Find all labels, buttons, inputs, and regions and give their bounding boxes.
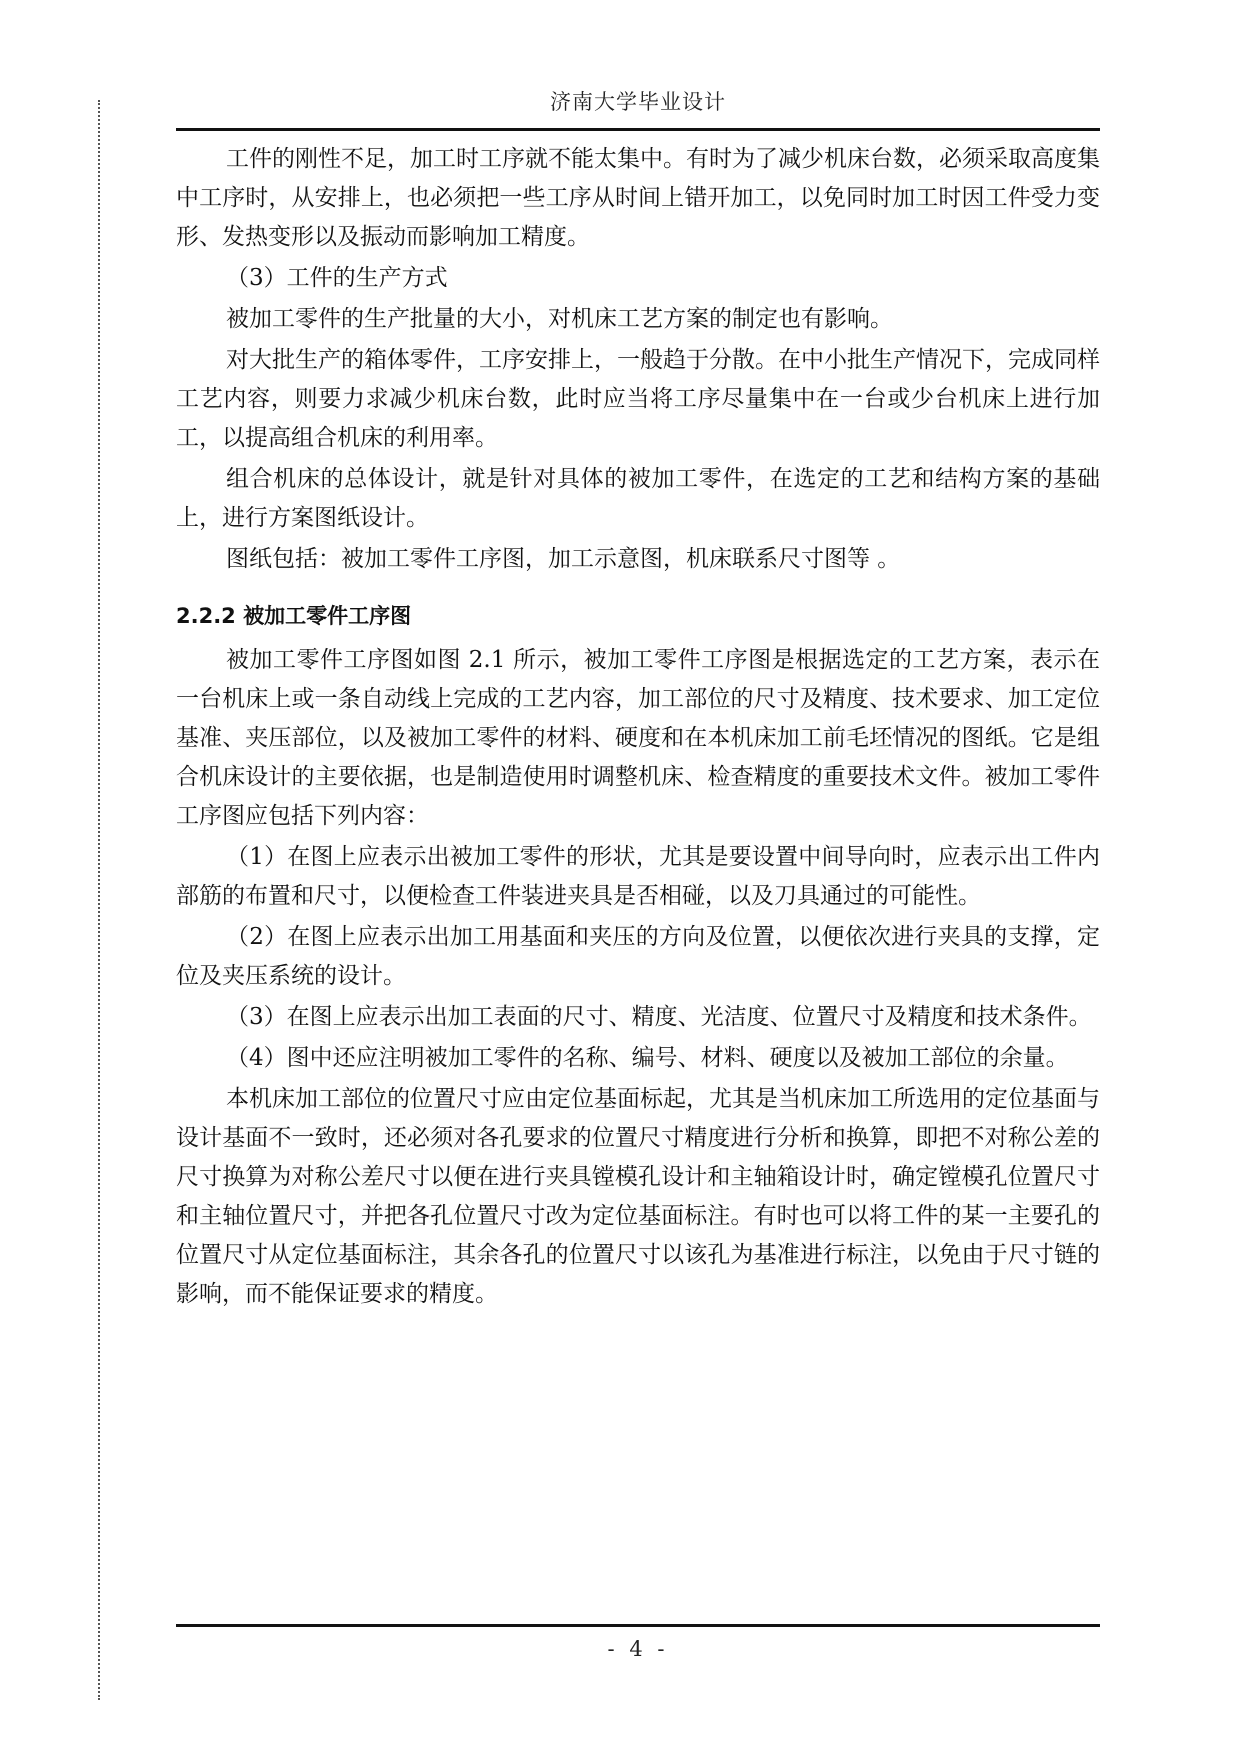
- paragraph: 对大批生产的箱体零件，工序安排上，一般趋于分散。在中小批生产情况下，完成同样工艺内容，则要力求减少机床台数，此时应当将工序尽量集中在一台或少台机床上进行加工，以提高组合机床的利用率。: [176, 347, 1100, 451]
- paragraph: 图纸包括：被加工零件工序图，加工示意图，机床联系尺寸图等 。: [226, 546, 901, 572]
- paragraph: 被加工零件工序图如图 2.1 所示，被加工零件工序图是根据选定的工艺方案，表示在一台机床上或一条自动线上完成的工艺内容，加工部位的尺寸及精度、技术要求、加工定位基准、夹压部位，以及被加工零件的材料、硬度和在本机床加工前毛坯情况的图纸。它是组合机床设计的主要依据，也是制造使用时调整机床、检查精度的重要技术文件。被加工零件工序图应包括下列内容：: [176, 647, 1100, 829]
- paragraph: 工件的刚性不足，加工时工序就不能太集中。有时为了减少机床台数，必须采取高度集中工序时，从安排上，也必须把一些工序从时间上错开加工，以免同时加工时因工件受力变形、发热变形以及振动而影响加工精度。: [176, 146, 1100, 250]
- paragraph: （2）在图上应表示出加工用基面和夹压的方向及位置，以便依次进行夹具的支撑，定位及夹压系统的设计。: [176, 924, 1100, 989]
- page-body: [176, 140, 1100, 1316]
- page-number: - 4 -: [607, 1637, 669, 1661]
- paragraph: 被加工零件的生产批量的大小，对机床工艺方案的制定也有影响。: [226, 306, 893, 332]
- binding-margin-line: [98, 100, 100, 1700]
- paragraph: （1）在图上应表示出被加工零件的形状，尤其是要设置中间导向时，应表示出工件内部筋的布置和尺寸，以便检查工件装进夹具是否相碰，以及刀具通过的可能性。: [176, 844, 1100, 909]
- section-heading: 2.2.2 被加工零件工序图: [176, 604, 412, 628]
- footer-rule: [176, 1624, 1100, 1627]
- header-rule: [176, 128, 1100, 131]
- paragraph: 本机床加工部位的位置尺寸应由定位基面标起，尤其是当机床加工所选用的定位基面与设计基面不一致时，还必须对各孔要求的位置尺寸精度进行分析和换算，即把不对称公差的尺寸换算为对称公差尺寸以便在进行夹具镗模孔设计和主轴箱设计时，确定镗模孔位置尺寸和主轴位置尺寸，并把各孔位置尺寸改为定位基面标注。有时也可以将工件的某一主要孔的位置尺寸从定位基面标注，其余各孔的位置尺寸以该孔为基准进行标注，以免由于尺寸链的影响，而不能保证要求的精度。: [176, 1086, 1100, 1307]
- page-header-title: 济南大学毕业设计: [550, 90, 726, 114]
- paragraph: （3）工件的生产方式: [226, 265, 448, 291]
- paragraph: （3）在图上应表示出加工表面的尺寸、精度、光洁度、位置尺寸及精度和技术条件。: [226, 1004, 1092, 1030]
- paragraph: 组合机床的总体设计，就是针对具体的被加工零件，在选定的工艺和结构方案的基础上，进行方案图纸设计。: [176, 466, 1100, 531]
- paragraph: （4）图中还应注明被加工零件的名称、编号、材料、硬度以及被加工部位的余量。: [226, 1045, 1069, 1071]
